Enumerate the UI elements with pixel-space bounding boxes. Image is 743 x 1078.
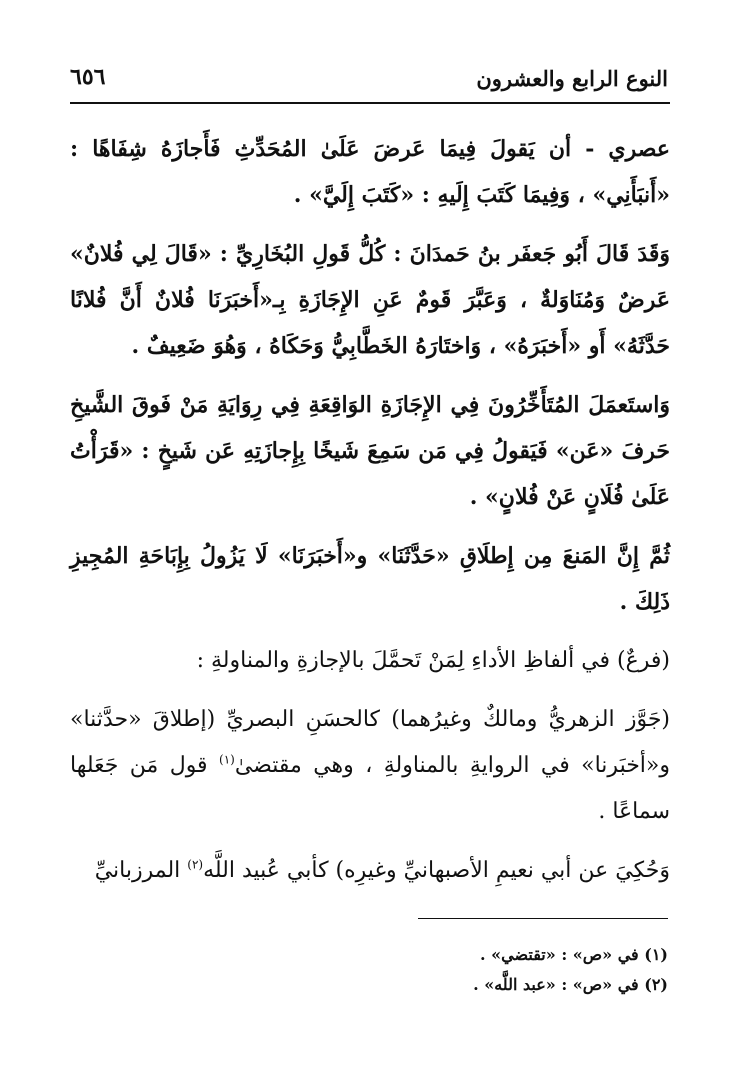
footnote-1: (١) في «ص» : «تقتضي» . bbox=[480, 945, 668, 964]
paragraph-3: وَاستَعمَلَ المُتَأَخِّرُونَ فِي الإِجَازَةِ الوَاقِعَةِ فِي رِوَايَةِ مَنْ فَوقَ الشَّيخِ حَرفَ «عَن» فَيَقولُ فِي مَن سَمِعَ شَيخًا بِإِجازَتِهِ عَن شَيخٍ : «قَرَأْتُ عَلَىٰ فُلَانٍ عَنْ فُلانٍ» . bbox=[70, 392, 670, 510]
paragraph-5: (فرعٌ) في ألفاظِ الأداءِ لِمَنْ تَحمَّلَ بالإجازةِ والمناولةِ : bbox=[196, 648, 670, 673]
footnote-2: (٢) في «ص» : «عبد اللَّه» . bbox=[473, 975, 668, 994]
paragraph-4: ثُمَّ إِنَّ المَنعَ مِن إِطلَاقِ «حَدَّثَنَا» و«أَخبَرَنَا» لَا يَزُولُ بِإِبَاحَةِ المُجِيزِ ذَلِكَ . bbox=[70, 543, 670, 615]
paragraph-6-text-b: قول مَن جَعَلها سماعًا . bbox=[70, 753, 670, 824]
paragraph-7-text-b: المرزبانيِّ bbox=[94, 858, 188, 883]
footnote-mark-2: (٢) bbox=[187, 857, 204, 872]
footnotes bbox=[70, 940, 668, 1000]
paragraph-6-text-a: (جَوَّز الزهريُّ ومالكٌ وغيرُهما) كالحسَنِ البصريِّ (إطلاقَ «حدَّثنا» و«أخبَرنا» في الروايةِ بالمناولةِ ، وهي مقتضىٰ bbox=[70, 707, 671, 778]
chapter-title: النوع الرابع والعشرون bbox=[476, 66, 668, 91]
footnote-divider bbox=[418, 918, 668, 919]
page-number: ٦٥٦ bbox=[70, 64, 106, 90]
header-divider bbox=[70, 102, 670, 104]
main-text bbox=[70, 126, 670, 907]
footnote-mark-1: (١) bbox=[219, 752, 235, 767]
paragraph-7-text-a: وَحُكِيَ عن أبي نعيمِ الأصبهانيِّ وغيرِه) كأبي عُبيد اللَّه bbox=[203, 858, 670, 883]
paragraph-6 bbox=[70, 697, 670, 835]
paragraph-7 bbox=[70, 848, 670, 894]
page-header bbox=[70, 62, 668, 102]
paragraph-2: وَقَدَ قَالَ أَبُو جَعفَر بنُ حَمدَانَ : كُلُّ قَولِ البُخَارِيِّ : «قَالَ لِي فُلانٌ» عَرضٌ وَمُنَاوَلةٌ ، وَعَبَّرَ قَومٌ عَنِ الإِجَازَةِ بِـ«أَخبَرَنَا فُلانٌ أَنَّ فُلانًا حَدَّثَهُ» أَو «أَخبَرَهُ» ، وَاختَارَهُ الخَطَّابِيُّ وَحَكَاهُ ، وَهُوَ ضَعِيفٌ . bbox=[70, 241, 670, 359]
paragraph-1: عصري - أن يَقولَ فِيمَا عَرضَ عَلَىٰ المُحَدِّثِ فَأَجازَهُ شِفَاهًا : «أَنبَأَنِي» ، وَفِيمَا كَتَبَ إِلَيهِ : «كَتَبَ إِلَيَّ» . bbox=[70, 136, 670, 208]
